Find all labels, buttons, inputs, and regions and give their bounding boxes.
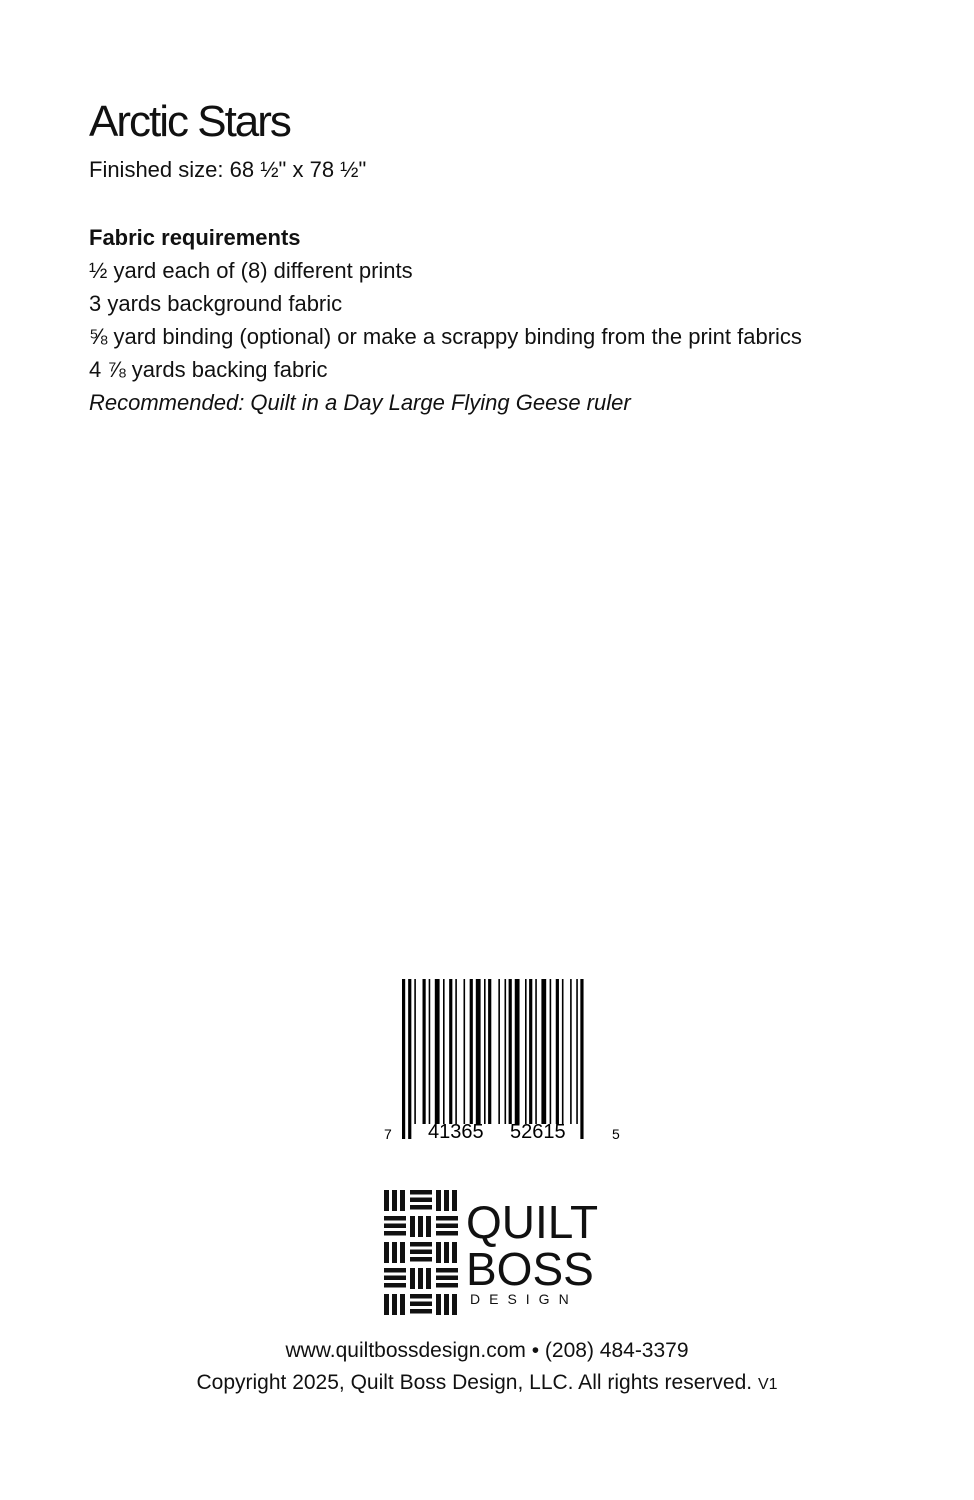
fabric-item: ⅝ yard binding (optional) or make a scrappy binding from the print fabrics <box>89 324 802 349</box>
logo-stripe <box>392 1294 397 1315</box>
logo-stripe <box>384 1268 406 1273</box>
logo-stripe <box>436 1276 458 1281</box>
logo-stripe <box>384 1242 389 1263</box>
logo-stripe <box>410 1302 432 1307</box>
logo-stripe <box>452 1294 457 1315</box>
logo-stripe <box>384 1216 406 1221</box>
barcode-bar <box>484 979 486 1124</box>
logo-stripe <box>452 1242 457 1263</box>
logo-stripe <box>436 1224 458 1229</box>
barcode-bar <box>470 979 473 1124</box>
logo-stripe <box>384 1283 406 1288</box>
barcode-bar <box>541 979 546 1124</box>
barcode-bar <box>435 979 440 1124</box>
contact-line: www.quiltbossdesign.com • (208) 484-3379 <box>285 1339 689 1362</box>
logo-stripe <box>436 1294 441 1315</box>
barcode-bar <box>476 979 481 1124</box>
quilt-boss-logo <box>384 1190 614 1315</box>
footer <box>0 1335 974 1401</box>
barcode-bar <box>580 979 583 1139</box>
logo-stripe <box>410 1205 432 1210</box>
logo-stripe <box>426 1216 431 1237</box>
logo-stripe <box>436 1268 458 1273</box>
logo-stripe <box>392 1190 397 1211</box>
logo-stripe <box>400 1190 405 1211</box>
logo-stripe <box>410 1294 432 1299</box>
logo-stripe <box>400 1242 405 1263</box>
logo-stripe <box>384 1276 406 1281</box>
barcode-bar <box>525 979 527 1124</box>
logo-stripe <box>436 1283 458 1288</box>
copyright-line <box>0 1367 974 1401</box>
logo-stripe <box>410 1190 432 1195</box>
logo-stripe <box>410 1216 415 1237</box>
barcode-bar <box>576 979 578 1124</box>
barcode-bar <box>408 979 411 1139</box>
barcode-bar <box>488 979 491 1124</box>
fabric-item: 4 ⅞ yards backing fabric <box>89 357 328 382</box>
pattern-title: Arctic Stars <box>89 97 290 146</box>
logo-stripe <box>410 1268 415 1289</box>
barcode-bar <box>402 979 405 1139</box>
barcode-bar <box>414 979 416 1124</box>
logo-stripe <box>384 1190 389 1211</box>
barcode-bar <box>509 979 512 1124</box>
barcode-bar <box>498 979 500 1124</box>
barcode-bar <box>529 979 532 1124</box>
logo-stripe <box>384 1231 406 1236</box>
logo-stripe <box>410 1242 432 1247</box>
barcode-left-digits: 41365 <box>428 1121 484 1143</box>
logo-stripe <box>410 1309 432 1314</box>
logo-stripe <box>436 1231 458 1236</box>
logo-line-boss: BOSS <box>466 1243 594 1295</box>
barcode-right-digits: 52615 <box>510 1121 566 1143</box>
barcode <box>378 975 628 1145</box>
barcode-check-digit: 5 <box>612 1126 620 1142</box>
logo-stripe <box>436 1242 441 1263</box>
logo-stripe <box>384 1294 389 1315</box>
barcode-bars <box>402 979 584 1139</box>
logo-stripe <box>436 1216 458 1221</box>
logo-stripe <box>410 1250 432 1255</box>
logo-stripe <box>444 1242 449 1263</box>
logo-stripe <box>452 1190 457 1211</box>
logo-stripe <box>410 1257 432 1262</box>
logo-line-design: DESIGN <box>470 1291 578 1307</box>
logo-mark-icon <box>384 1190 458 1315</box>
fabric-list <box>89 254 849 386</box>
fabric-item: 3 yards background fabric <box>89 291 343 316</box>
logo-stripe <box>384 1224 406 1229</box>
barcode-bar <box>556 979 559 1124</box>
barcode-bar <box>562 979 564 1124</box>
barcode-bar <box>443 979 445 1124</box>
logo-stripe <box>418 1216 423 1237</box>
barcode-bar <box>550 979 552 1124</box>
logo-stripe <box>444 1294 449 1315</box>
barcode-bar <box>570 979 572 1124</box>
logo-stripe <box>436 1190 441 1211</box>
logo-stripe <box>400 1294 405 1315</box>
barcode-bar <box>423 979 426 1124</box>
logo-stripe <box>392 1242 397 1263</box>
fabric-heading: Fabric requirements <box>89 225 301 250</box>
barcode-lead-digit: 7 <box>384 1126 392 1142</box>
copyright-text: Copyright 2025, Quilt Boss Design, LLC. All rights reserved. <box>196 1371 753 1394</box>
logo-stripe <box>418 1268 423 1289</box>
fabric-requirements <box>89 221 849 419</box>
barcode-bar <box>535 979 537 1124</box>
fabric-item: ½ yard each of (8) different prints <box>89 258 413 283</box>
barcode-bar <box>464 979 466 1124</box>
logo-stripe <box>426 1268 431 1289</box>
barcode-bar <box>429 979 431 1124</box>
barcode-bar <box>515 979 520 1124</box>
version-label: V1 <box>757 1376 778 1393</box>
barcode-bar <box>505 979 507 1124</box>
barcode-bar <box>455 979 457 1124</box>
barcode-bar <box>449 979 452 1124</box>
logo-stripe <box>444 1190 449 1211</box>
logo-stripe <box>410 1198 432 1203</box>
logo-line-quilt: QUILT <box>466 1196 599 1248</box>
recommended-note: Recommended: Quilt in a Day Large Flying Geese ruler <box>89 390 631 415</box>
finished-size: Finished size: 68 ½" x 78 ½" <box>89 157 367 182</box>
